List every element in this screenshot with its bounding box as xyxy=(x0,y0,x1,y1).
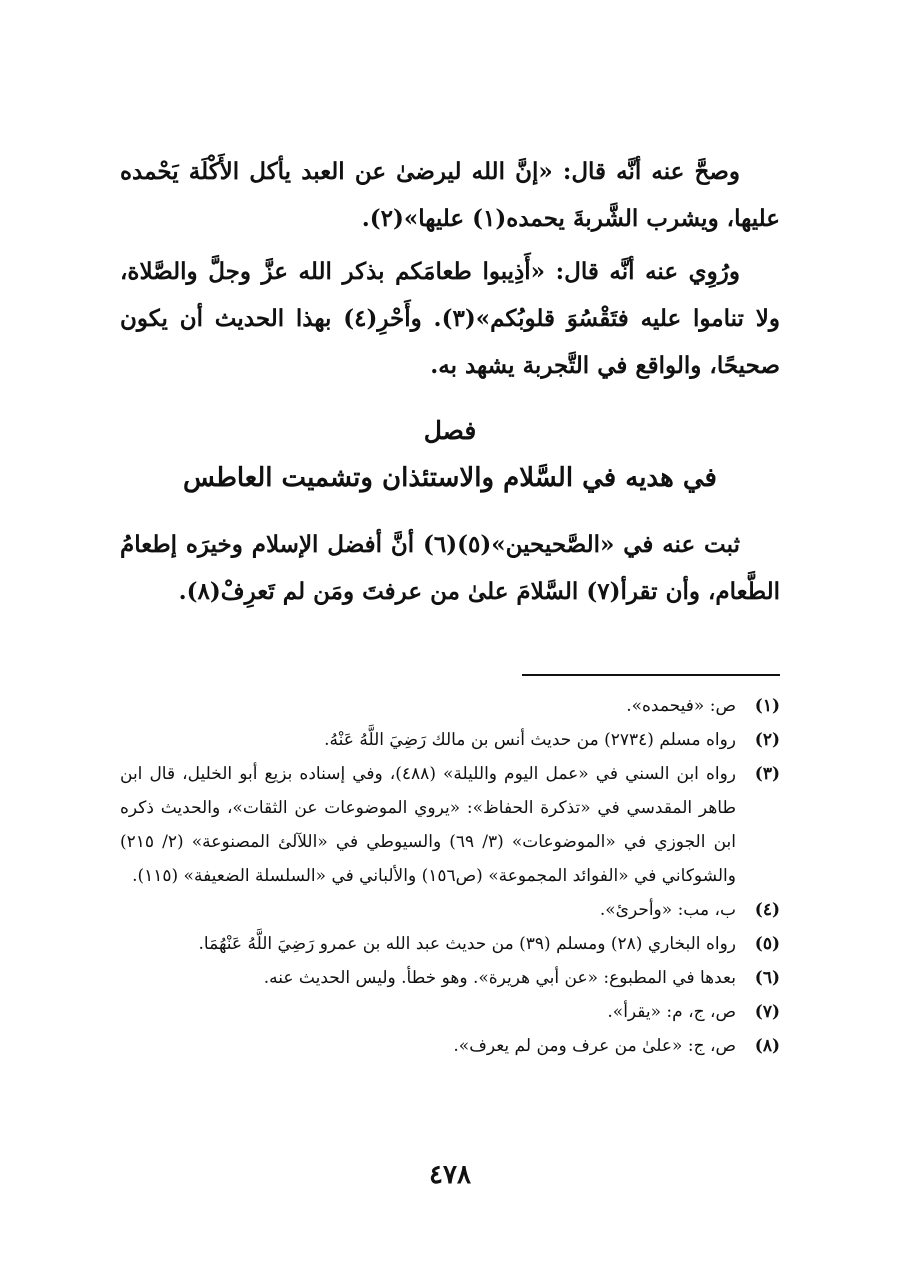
footnote-text: ص: «فيحمده». xyxy=(626,696,736,716)
footnote-number: (٥) xyxy=(754,934,780,954)
footnote-number: (٣) xyxy=(754,764,780,784)
paragraph-1: وصحَّ عنه أنَّه قال: «إنَّ الله ليرضىٰ عن العبد يأكل الأَكْلَة يَحْمده عليها، ويشرب الشَّربةَ يحمده(١) عليها»(٢). xyxy=(120,158,780,232)
section-label: فصل xyxy=(423,416,477,445)
main-text xyxy=(120,148,780,621)
footnote-divider xyxy=(522,674,780,676)
footnote-4 xyxy=(120,893,780,927)
page-number: ٤٧٨ xyxy=(429,1160,471,1190)
footnote-number: (١) xyxy=(754,696,780,716)
footnote-number: (٨) xyxy=(754,1036,780,1056)
footnote-3 xyxy=(120,757,780,893)
footnote-number: (٧) xyxy=(754,1002,780,1022)
footnote-text: رواه البخاري (٢٨) ومسلم (٣٩) من حديث عبد الله بن عمرو رَضِيَ اللَّهُ عَنْهُمَا. xyxy=(198,934,736,954)
footnote-7 xyxy=(120,995,780,1029)
footnote-text: رواه ابن السني في «عمل اليوم والليلة» (٤٨٨)، وفي إسناده بزيع أبو الخليل، قال ابن طاهر المقدسي في «تذكرة الحفاظ»: «يروي الموضوعات عن الثقات»، والحديث ذكره ابن الجوزي في «الموضوعات» (٣/ ٦٩) والسيوطي في «اللآلئ المصنوعة» (٢/ ٢١٥) والشوكاني في «الفوائد المجموعة» (ص١٥٦) والألباني في «السلسلة الضعيفة» (١١٥). xyxy=(120,764,736,886)
section-paragraph: ثبت عنه في «الصَّحيحين»(٥)(٦) أنَّ أفضل الإسلام وخيرَه إطعامُ الطَّعام، وأن تقرأ(٧) السَّلامَ علىٰ من عرفتَ ومَن لم تَعرِفْ(٨). xyxy=(120,531,780,605)
paragraph-2: ورُوِي عنه أنَّه قال: «أَذِيبوا طعامَكم بذكر الله عزَّ وجلَّ والصَّلاة، ولا تناموا عليه فتَقْسُوَ قلوبُكم»(٣). وأَحْرِ(٤) بهذا الحديث أن يكون صحيحًا، والواقع في التَّجربة يشهد به. xyxy=(120,258,780,379)
footnote-text: رواه مسلم (٢٧٣٤) من حديث أنس بن مالك رَضِيَ اللَّهُ عَنْهُ. xyxy=(324,730,736,750)
footnote-5 xyxy=(120,927,780,961)
footnote-number: (٢) xyxy=(754,730,780,750)
footnote-text: ب، مب: «وأحرئ». xyxy=(599,900,736,920)
section-title: في هديه في السَّلام والاستئذان وتشميت العاطس xyxy=(183,463,717,493)
footnote-text: ص، ج: «علىٰ من عرف ومن لم يعرف». xyxy=(453,1036,736,1056)
footnote-number: (٤) xyxy=(754,900,780,920)
footnote-text: بعدها في المطبوع: «عن أبي هريرة». وهو خطأ. وليس الحديث عنه. xyxy=(263,968,736,988)
book-page xyxy=(120,0,780,1271)
footnote-text: ص، ج، م: «يقرأ». xyxy=(607,1002,736,1022)
footnote-8 xyxy=(120,1029,780,1063)
footnote-2 xyxy=(120,723,780,757)
footnotes-list xyxy=(120,689,780,1063)
footnote-6 xyxy=(120,961,780,995)
footnote-1 xyxy=(120,689,780,723)
footnote-number: (٦) xyxy=(754,968,780,988)
